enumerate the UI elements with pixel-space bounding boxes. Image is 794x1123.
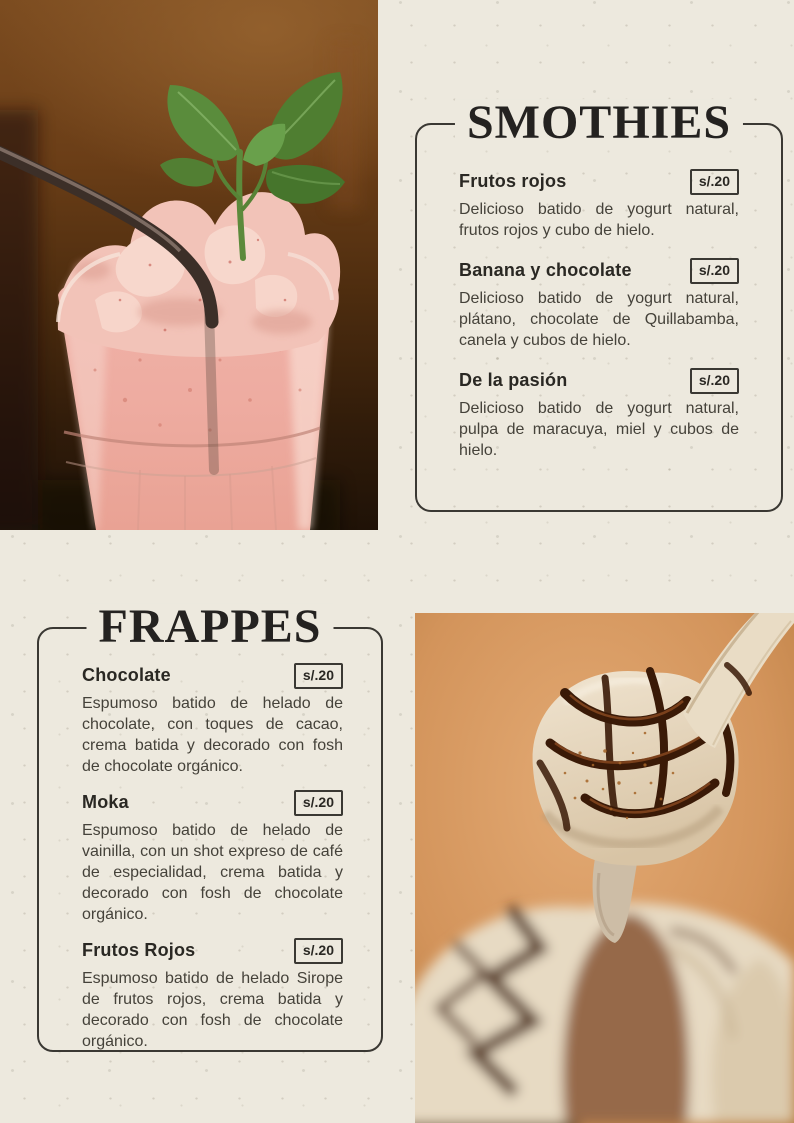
item-description: Delicioso batido de yogurt natural, plátano, chocolate de Quillabamba, canela y cubos de hielo. <box>459 289 739 349</box>
menu-item-frutos-rojos <box>459 169 739 241</box>
menu-item-moka <box>82 790 343 925</box>
price-badge: s/.20 <box>690 169 739 195</box>
section-smothies <box>415 96 783 512</box>
item-description: Delicioso batido de yogurt natural, frutos rojos y cubo de hielo. <box>459 200 739 239</box>
frappes-item-list <box>39 629 381 1066</box>
item-description: Espumoso batido de helado de chocolate, con toques de cacao, crema batida y decorado con fosh de chocolate orgánico. <box>82 694 343 775</box>
menu-item-frutos-rojos-frappe <box>82 938 343 1052</box>
price-badge: s/.20 <box>294 663 343 689</box>
section-frappes <box>37 600 383 1052</box>
price-badge: s/.20 <box>294 790 343 816</box>
section-title-smothies: SMOTHIES <box>455 99 743 147</box>
menu-item-chocolate <box>82 663 343 777</box>
item-head <box>82 938 343 964</box>
smoothie-photo-illustration <box>0 0 378 530</box>
frappe-photo <box>415 613 794 1123</box>
item-head <box>82 663 343 689</box>
section-title-frappes: FRAPPES <box>87 603 334 651</box>
item-head <box>82 790 343 816</box>
menu-item-de-la-pasion <box>459 368 739 461</box>
item-name: Frutos rojos <box>459 171 567 192</box>
item-name: Frutos Rojos <box>82 940 196 961</box>
frappe-photo-illustration <box>415 613 794 1123</box>
smothies-item-list <box>417 125 781 477</box>
item-description: Delicioso batido de yogurt natural, pulpa de maracuya, miel y cubos de hielo. <box>459 399 739 459</box>
price-badge: s/.20 <box>690 258 739 284</box>
price-badge: s/.20 <box>294 938 343 964</box>
item-head <box>459 258 739 284</box>
item-name: De la pasión <box>459 370 568 391</box>
item-name: Chocolate <box>82 665 171 686</box>
item-description: Espumoso batido de helado Sirope de frutos rojos, crema batida y decorado con fosh de chocolate orgánico. <box>82 969 343 1050</box>
smoothie-photo <box>0 0 378 530</box>
item-name: Moka <box>82 792 129 813</box>
item-description: Espumoso batido de helado de vainilla, con un shot expreso de café de especialidad, crema batida y decorado con fosh de chocolate orgánico. <box>82 821 343 923</box>
item-head <box>459 368 739 394</box>
item-name: Banana y chocolate <box>459 260 632 281</box>
menu-item-banana-y-chocolate <box>459 258 739 351</box>
price-badge: s/.20 <box>690 368 739 394</box>
item-head <box>459 169 739 195</box>
